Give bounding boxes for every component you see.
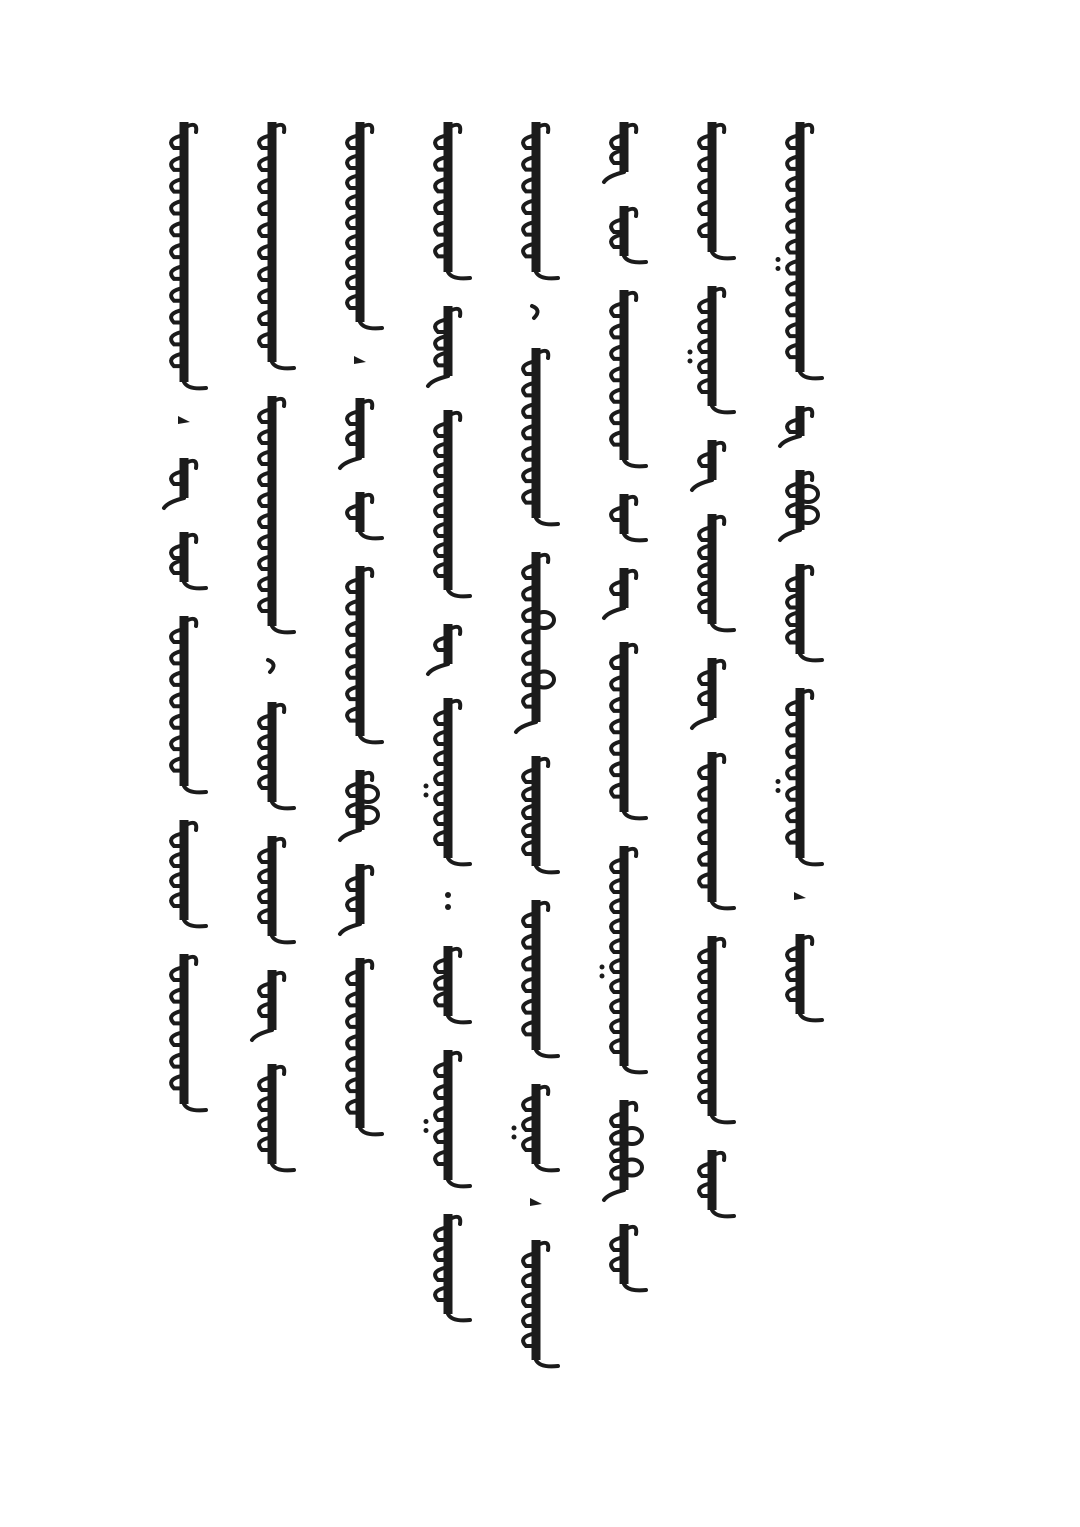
mongolian-word — [330, 492, 410, 532]
mongolian-word — [242, 122, 322, 362]
mongolian-word — [594, 494, 674, 534]
mongolian-word — [770, 122, 850, 372]
mongolian-word — [594, 846, 674, 1066]
punctuation-mark — [418, 892, 498, 912]
mongolian-word — [242, 702, 322, 802]
punctuation-mark — [330, 356, 410, 364]
mongolian-word — [682, 1150, 762, 1210]
mongolian-word — [418, 410, 498, 590]
mongolian-word — [330, 958, 410, 1128]
mongolian-word — [594, 290, 674, 460]
mongolian-word — [242, 970, 322, 1030]
mongolian-word — [506, 1240, 586, 1360]
mongolian-word — [594, 122, 674, 172]
mongolian-word — [418, 306, 498, 376]
mongolian-word — [154, 122, 234, 382]
mongolian-word — [770, 688, 850, 858]
mongolian-word — [770, 934, 850, 1014]
mongolian-word — [770, 406, 850, 436]
text-column — [418, 122, 498, 1412]
mongolian-word — [330, 864, 410, 924]
mongolian-word — [330, 398, 410, 458]
mongolian-word — [770, 470, 850, 530]
text-column — [594, 122, 674, 1412]
mongolian-word — [594, 568, 674, 608]
mongolian-word — [154, 616, 234, 786]
mongolian-word — [330, 770, 410, 830]
mongolian-text-block — [170, 122, 860, 1412]
text-column — [506, 122, 586, 1412]
mongolian-word — [506, 756, 586, 866]
mongolian-word — [682, 752, 762, 902]
mongolian-word — [682, 440, 762, 480]
text-column — [682, 122, 762, 1412]
mongolian-word — [154, 458, 234, 498]
punctuation-mark — [770, 892, 850, 900]
mongolian-word — [418, 624, 498, 664]
mongolian-word — [506, 1084, 586, 1164]
mongolian-word — [682, 122, 762, 252]
mongolian-word — [418, 946, 498, 1016]
mongolian-word — [242, 1064, 322, 1164]
mongolian-word — [330, 566, 410, 736]
text-column — [242, 122, 322, 1412]
mongolian-word — [770, 564, 850, 654]
mongolian-word — [682, 286, 762, 406]
mongolian-word — [418, 1050, 498, 1180]
mongolian-word — [506, 348, 586, 518]
mongolian-word — [418, 122, 498, 272]
punctuation-mark — [506, 1198, 586, 1206]
mongolian-word — [682, 936, 762, 1116]
mongolian-word — [594, 1100, 674, 1190]
text-column — [770, 122, 850, 1412]
mongolian-word — [418, 698, 498, 858]
mongolian-word — [418, 1214, 498, 1314]
mongolian-word — [594, 1224, 674, 1284]
mongolian-word — [506, 122, 586, 272]
mongolian-word — [330, 122, 410, 322]
mongolian-word — [594, 642, 674, 812]
punctuation-mark — [154, 416, 234, 424]
mongolian-word — [242, 836, 322, 936]
mongolian-word — [506, 552, 586, 722]
text-column — [154, 122, 234, 1412]
punctuation-mark — [242, 660, 322, 668]
mongolian-word — [154, 954, 234, 1104]
mongolian-word — [242, 396, 322, 626]
mongolian-word — [594, 206, 674, 256]
mongolian-word — [506, 900, 586, 1050]
mongolian-word — [154, 820, 234, 920]
mongolian-word — [682, 514, 762, 624]
text-column — [330, 122, 410, 1412]
mongolian-word — [154, 532, 234, 582]
mongolian-word — [682, 658, 762, 718]
punctuation-mark — [506, 306, 586, 314]
